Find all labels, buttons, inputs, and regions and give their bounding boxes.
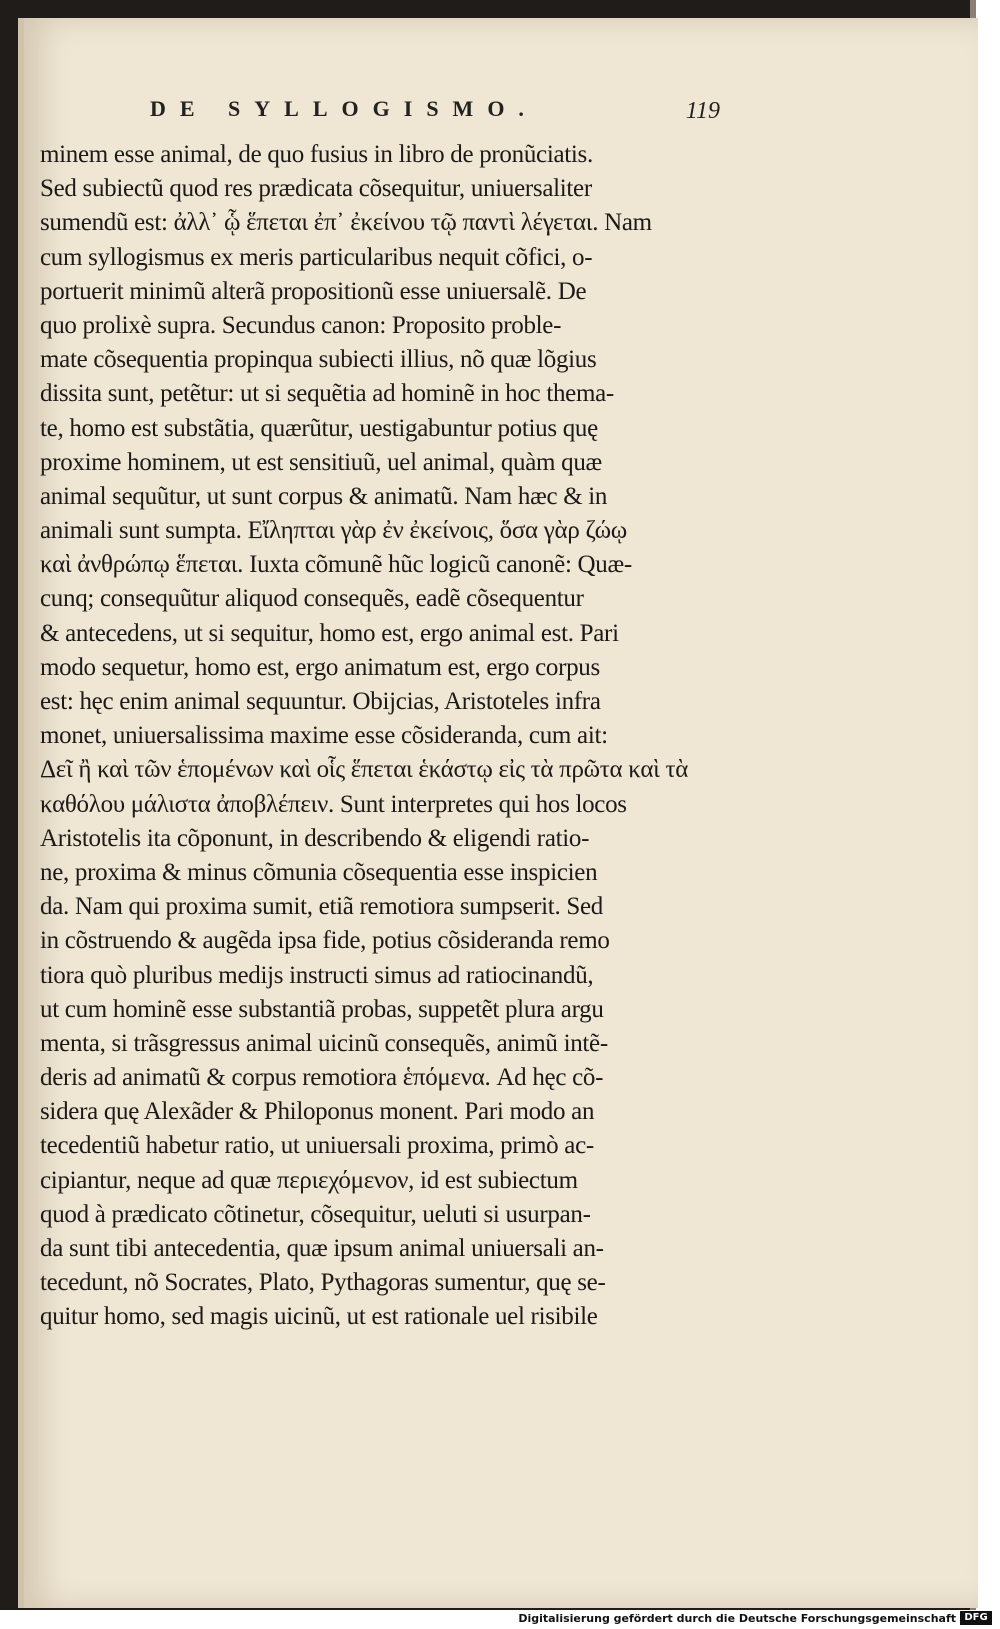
footer-credit: Digitalisierung gefördert durch die Deutsche Forschungsgemeinschaft	[518, 1612, 956, 1625]
text-line: & antecedens, ut si sequitur, homo est, ergo animal est. Pari	[40, 619, 619, 647]
text-line: mate cõsequentia propinqua subiecti illius, nõ quæ lõgius	[40, 346, 597, 374]
text-line: Sed subiectũ quod res prædicata cõsequitur, uniuersaliter	[40, 175, 592, 203]
text-line: monet, uniuersalissima maxime esse cõsideranda, cum ait:	[40, 722, 608, 750]
text-line: in cõstruendo & augẽda ipsa fide, potius cõsideranda remo	[40, 927, 610, 955]
text-line: καὶ ἀνθρώπῳ ἕπεται. Iuxta cõmunẽ hũc logicũ canonẽ: Quæ-	[40, 551, 632, 579]
text-line: sidera quę Alexãder & Philoponus monent. Pari modo an	[40, 1098, 595, 1126]
text-line: cum syllogismus ex meris particularibus nequit cõfici, o-	[40, 243, 593, 271]
text-line: tecedunt, nõ Socrates, Plato, Pythagoras sumentur, quę se-	[40, 1269, 606, 1297]
text-line: da. Nam qui proxima sumit, etiã remotiora sumpserit. Sed	[40, 893, 603, 921]
text-line: cipiantur, neque ad quæ περιεχόμενον, id est subiectum	[40, 1166, 578, 1194]
text-line: quod à prædicato cõtinetur, cõsequitur, ueluti si usurpan-	[40, 1200, 591, 1228]
page-text	[40, 138, 710, 1335]
text-line: te, homo est substãtia, quærũtur, uestigabuntur potius quę	[40, 414, 598, 442]
text-line: tecedentiũ habetur ratio, ut uniuersali proxima, primò ac-	[40, 1132, 594, 1160]
text-line: quo prolixè supra. Secundus canon: Proposito proble-	[40, 311, 562, 339]
folio-number: 119	[685, 98, 720, 124]
text-line: cunq; consequũtur aliquod consequẽs, eadẽ cõsequentur	[40, 585, 584, 613]
dfg-logo: DFG	[960, 1611, 992, 1625]
text-line: dissita sunt, petẽtur: ut si sequẽtia ad hominẽ in hoc thema-	[40, 380, 614, 408]
text-line: modo sequetur, homo est, ergo animatum est, ergo corpus	[40, 653, 600, 681]
text-line: animal sequũtur, ut sunt corpus & animatũ. Nam hæc & in	[40, 482, 608, 510]
text-line: Δεῖ ἢ καὶ τῶν ἑπομένων καὶ οἷς ἕπεται ἑκάστῳ εἰς τὰ πρῶτα καὶ τὰ	[40, 756, 689, 784]
text-line: animali sunt sumpta. Εἴληπται γὰρ ἐν ἐκείνοις, ὅσα γὰρ ζώῳ	[40, 517, 627, 545]
text-line: portuerit minimũ alterã propositionũ esse uniuersalẽ. De	[40, 277, 587, 305]
text-line: deris ad animatũ & corpus remotiora ἑπόμενα. Ad hęc cõ-	[40, 1064, 604, 1092]
text-line: καθόλου μάλιστα ἀποβλέπειν. Sunt interpretes qui hos locos	[40, 790, 627, 818]
text-line: ut cum hominẽ esse substantiã probas, suppetẽt plura argu	[40, 995, 604, 1023]
text-line: minem esse animal, de quo fusius in libro de pronũciatis.	[40, 141, 593, 168]
text-line: quitur homo, sed magis uicinũ, ut est rationale uel risibile	[40, 1303, 598, 1331]
text-line: est: hęc enim animal sequuntur. Obijcias, Aristoteles infra	[40, 688, 601, 715]
text-line: sumendũ est: ἀλλ᾽ ᾧ ἕπεται ἐπ᾽ ἐκείνου τῷ παντὶ λέγεται. Nam	[40, 209, 652, 237]
text-line: ne, proxima & minus cõmunia cõsequentia esse inspicien	[40, 858, 598, 886]
text-line: Aristotelis ita cõponunt, in describendo & eligendi ratio-	[40, 824, 590, 852]
text-line: tiora quò pluribus medijs instructi simus ad ratiocinandũ,	[40, 961, 594, 989]
text-line: da sunt tibi antecedentia, quæ ipsum animal uniuersali an-	[40, 1235, 604, 1262]
text-line: proxime hominem, ut est sensitiuũ, uel animal, quàm quæ	[40, 448, 602, 476]
text-line: menta, si trãsgressus animal uicinũ consequẽs, animũ intẽ-	[40, 1029, 608, 1057]
running-head: DE SYLLOGISMO.	[150, 96, 538, 121]
